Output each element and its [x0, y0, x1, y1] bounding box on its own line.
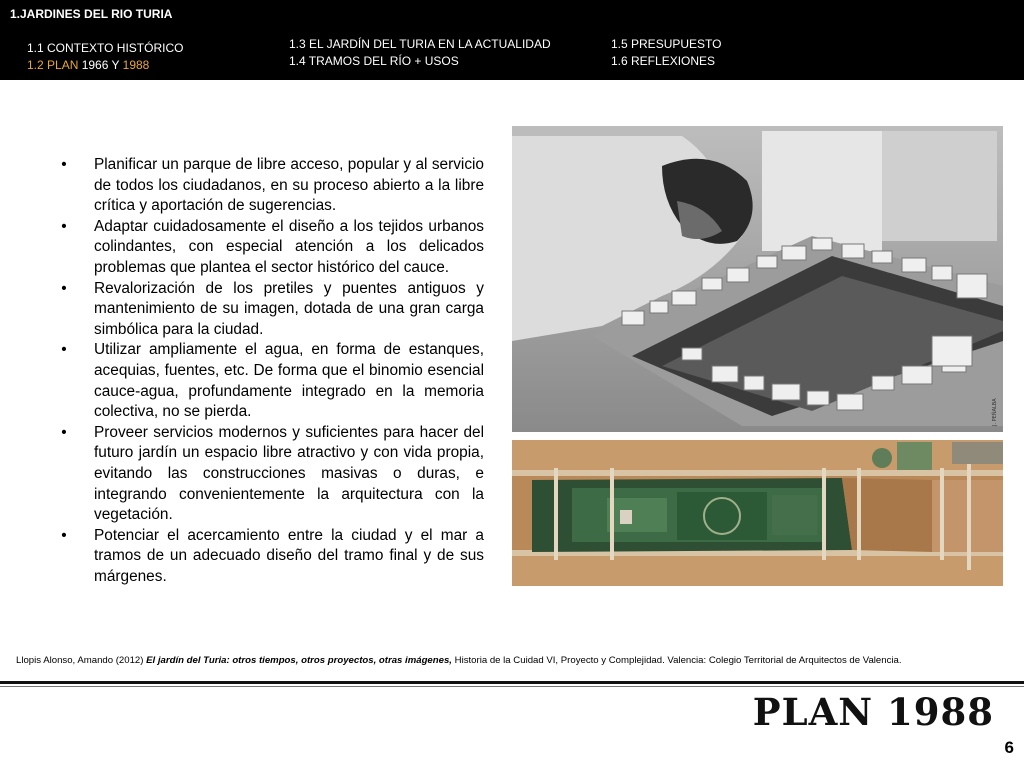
- aerial-plan-image: [512, 440, 1003, 586]
- nav-item-contexto-historico[interactable]: 1.1 CONTEXTO HISTÓRICO: [27, 41, 184, 55]
- list-item: [58, 155, 484, 217]
- nav-item-plan-mid: 1966 Y: [78, 58, 123, 72]
- page-number: 6: [1004, 738, 1014, 757]
- list-item: [58, 423, 484, 526]
- list-item-text: Adaptar cuidadosamente el diseño a los tejidos urbanos colindantes, con especial atención a los delicados problemas que plantea el sector histórico del cauce.: [94, 217, 484, 276]
- nav-item-reflexiones[interactable]: 1.6 REFLEXIONES: [611, 54, 716, 68]
- model-photo-illustration: [512, 126, 1003, 432]
- bullet-marker: •: [61, 217, 67, 235]
- model-photo: [512, 126, 1003, 432]
- nav-item-plan-prefix: 1.2 PLAN: [27, 58, 79, 72]
- list-item: [58, 526, 484, 588]
- list-item-text: Proveer servicios modernos y suficientes para hacer del futuro jardín un espacio libre atractivo y con vida propia, evitando las construcciones masivas o duras, e integrando convenientemente la arquitectura con la vegetación.: [94, 423, 484, 524]
- photo-credit: J. PEÑALBA: [992, 398, 998, 426]
- citation-author: Llopis Alonso, Amando (2012): [16, 655, 147, 666]
- nav-item-plan-suffix: 1988: [122, 58, 150, 72]
- list-item-text: Planificar un parque de libre acceso, popular y al servicio de todos los ciudadanos, en su proceso abierto a la libre crítica y aportación de sugerencias.: [94, 156, 484, 215]
- bullet-marker: •: [61, 341, 67, 359]
- list-item: [58, 279, 484, 341]
- citation-rest: Historia de la Cuidad VI, Proyecto y Complejidad. Valencia: Colegio Territorial de Arquitectos de Valencia.: [451, 655, 902, 666]
- nav-item-jardin-actualidad[interactable]: 1.3 EL JARDÍN DEL TURIA EN LA ACTUALIDAD: [289, 37, 551, 51]
- objectives-list: [58, 155, 484, 587]
- list-item: [58, 217, 484, 279]
- nav-item-plan-1966-1988[interactable]: [27, 58, 149, 72]
- bullet-marker: •: [61, 423, 67, 441]
- list-item-text: Utilizar ampliamente el agua, en forma de estanques, acequias, fuentes, etc. De forma que el binomio esencial cauce-agua, profundamente integrado en la memoria colectiva, no se pierda.: [94, 341, 484, 421]
- list-item-text: Potenciar el acercamiento entre la ciudad y el mar a tramos de un adecuado diseño del tramo final y de sus márgenes.: [94, 526, 484, 585]
- footer-divider: [0, 681, 1024, 684]
- bullet-marker: •: [61, 156, 67, 173]
- nav-item-presupuesto[interactable]: 1.5 PRESUPUESTO: [611, 37, 722, 51]
- list-item: [58, 340, 484, 422]
- nav-item-tramos-usos[interactable]: 1.4 TRAMOS DEL RÍO + USOS: [289, 54, 459, 68]
- citation-title: El jardín del Turia: otros tiempos, otros proyectos, otras imágenes,: [146, 655, 452, 666]
- citation: [16, 655, 902, 666]
- list-item-text: Revalorización de los pretiles y puentes antiguos y mantenimiento de su imagen, dotada de una gran carga simbólica para la ciudad.: [94, 279, 484, 338]
- bullet-marker: •: [61, 279, 67, 297]
- slide-title: PLAN 1988: [752, 690, 994, 734]
- section-title[interactable]: 1.JARDINES DEL RIO TURIA: [10, 7, 173, 21]
- aerial-plan-illustration: [512, 440, 1003, 586]
- footer-divider-thin: [0, 686, 1024, 687]
- bullet-marker: •: [61, 526, 67, 544]
- header-bar: [0, 0, 1024, 80]
